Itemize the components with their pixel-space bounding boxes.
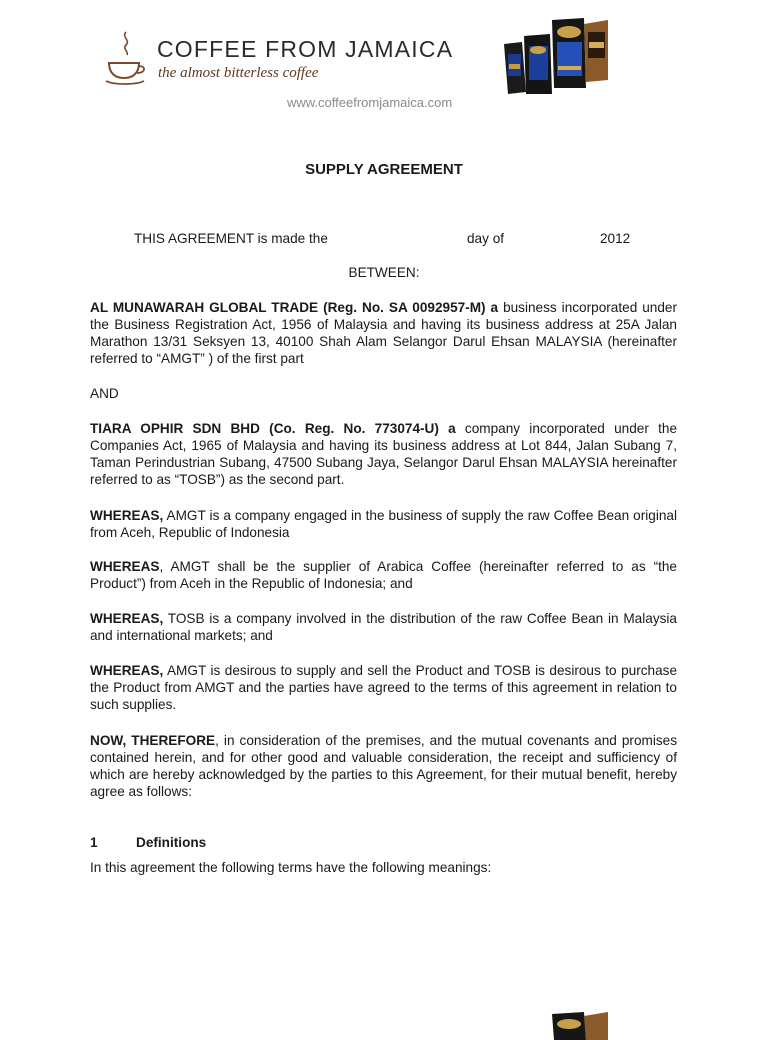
whereas-label: WHEREAS — [90, 559, 160, 574]
now-therefore-paragraph — [90, 732, 677, 800]
coffee-cup-logo-icon — [104, 30, 150, 86]
whereas-label: WHEREAS, — [90, 663, 164, 678]
section-number: 1 — [90, 835, 98, 850]
year-text: 2012 — [600, 231, 631, 246]
day-of-text: day of — [467, 231, 505, 246]
party-one-paragraph — [90, 299, 677, 367]
whereas-label: WHEREAS, — [90, 508, 164, 523]
document-title: SUPPLY AGREEMENT — [305, 161, 463, 178]
party-one-details: business incorporated under the Business Registration Act, 1956 of Malaysia and having its business address at 25A Jalan Marathon 13/31 Seksyen 13, 40100 Shah Alam Selangor Darul Ehsan MALAYSIA (hereinafter referred to “AMGT” ) of the first part — [90, 300, 677, 366]
coffee-bags-image — [500, 14, 612, 96]
whereas-clause-3 — [90, 610, 677, 644]
party-two-name: TIARA OPHIR SDN BHD (Co. Reg. No. 773074-U) a — [90, 421, 456, 436]
coffee-bags-image-footer — [500, 1000, 612, 1040]
party-two-details: company incorporated under the Companies Act, 1965 of Malaysia and having its business address at Lot 844, Jalan Subang 7, Taman Perindustrian Subang, 47500 Subang Jaya, Selangor Darul Ehsan MALAYSIA hereinafter referred to as “TOSB”) as the second part. — [90, 421, 677, 487]
and-label: AND — [90, 386, 119, 401]
whereas-text: , AMGT shall be the supplier of Arabica Coffee (hereinafter referred to as “the Product”) from Aceh in the Republic of Indonesia; and — [90, 559, 677, 591]
whereas-text: AMGT is a company engaged in the business of supply the raw Coffee Bean original from Aceh, Republic of Indonesia — [90, 508, 677, 540]
brand-name: COFFEE FROM JAMAICA — [157, 36, 454, 62]
section-intro: In this agreement the following terms have the following meanings: — [90, 860, 492, 875]
between-label: BETWEEN: — [348, 265, 420, 280]
whereas-clause-2 — [90, 558, 677, 592]
party-two-paragraph — [90, 420, 677, 488]
whereas-text: TOSB is a company involved in the distribution of the raw Coffee Bean in Malaysia and international markets; and — [90, 611, 677, 643]
website-link[interactable]: www.coffeefromjamaica.com — [287, 95, 453, 110]
whereas-clause-1 — [90, 507, 677, 541]
section-heading: Definitions — [136, 835, 207, 850]
now-therefore-label: NOW, THEREFORE — [90, 733, 216, 748]
whereas-clause-4 — [90, 662, 677, 713]
party-one-name: AL MUNAWARAH GLOBAL TRADE (Reg. No. SA 0092957-M) a — [90, 300, 499, 315]
brand-tagline: the almost bitterless coffee — [158, 65, 319, 81]
whereas-text: AMGT is desirous to supply and sell the Product and TOSB is desirous to purchase the Product from AMGT and the parties have agreed to the terms of this agreement in relation to such supplies. — [90, 663, 677, 712]
now-therefore-text: , in consideration of the premises, and the mutual covenants and promises contained herein, and for other good and valuable consideration, the receipt and sufficiency of which are hereby acknowledged by the parties to this Agreement, for their mutual benefit, hereby agree as follows: — [90, 733, 678, 799]
agreement-made-text: THIS AGREEMENT is made the — [134, 231, 328, 246]
whereas-label: WHEREAS, — [90, 611, 164, 626]
